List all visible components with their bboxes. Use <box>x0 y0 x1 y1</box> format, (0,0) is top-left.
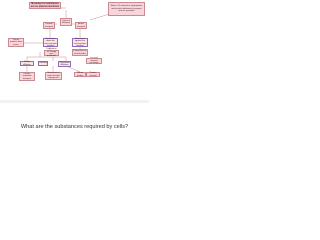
node-protein-channel: Protein channel <box>86 72 100 77</box>
node-dependent-mitochondria: Dependent on mitochondria <box>73 50 87 55</box>
node-types-of-transport: Types of transport <box>61 19 71 24</box>
node-carrier-mediated: Carrier-mediated transport <box>19 72 35 81</box>
node-active-transport: Active transport <box>76 23 86 28</box>
slide-question: What are the substances required by cells? <box>20 124 129 130</box>
node-movement-down-gradient: Movement down the concentration gradient <box>44 37 57 47</box>
node-carrier-protein: Carrier protein <box>74 72 86 77</box>
node-simple-diffusion: Simple diffusion <box>20 61 34 66</box>
node-ion-channel-exchange: Ion and channel exchange <box>86 58 102 64</box>
slide <box>0 0 149 198</box>
node-passive-transport: Passive transport <box>44 23 54 28</box>
slide-divider <box>0 100 149 103</box>
node-notes: Water, O2 molecules, hydrophobic and neutral substances transport and are passable <box>108 2 145 16</box>
node-movement-against-gradient: Movement against the concentration gradient <box>73 37 87 47</box>
diagram-title-box: Movement of substances across plasma membrane <box>30 3 60 8</box>
node-osmosis: Osmosis <box>38 62 48 65</box>
node-dependent-energy: Dependent on energy non-metabolic <box>44 50 59 56</box>
node-water-channel: Movement of water through aquaporins <box>45 72 62 80</box>
node-facilitated-diffusion: Facilitated diffusion <box>59 61 70 66</box>
node-carrier-pores: Carrier proteins form pores <box>9 38 23 46</box>
membrane-transport-diagram <box>0 0 149 100</box>
